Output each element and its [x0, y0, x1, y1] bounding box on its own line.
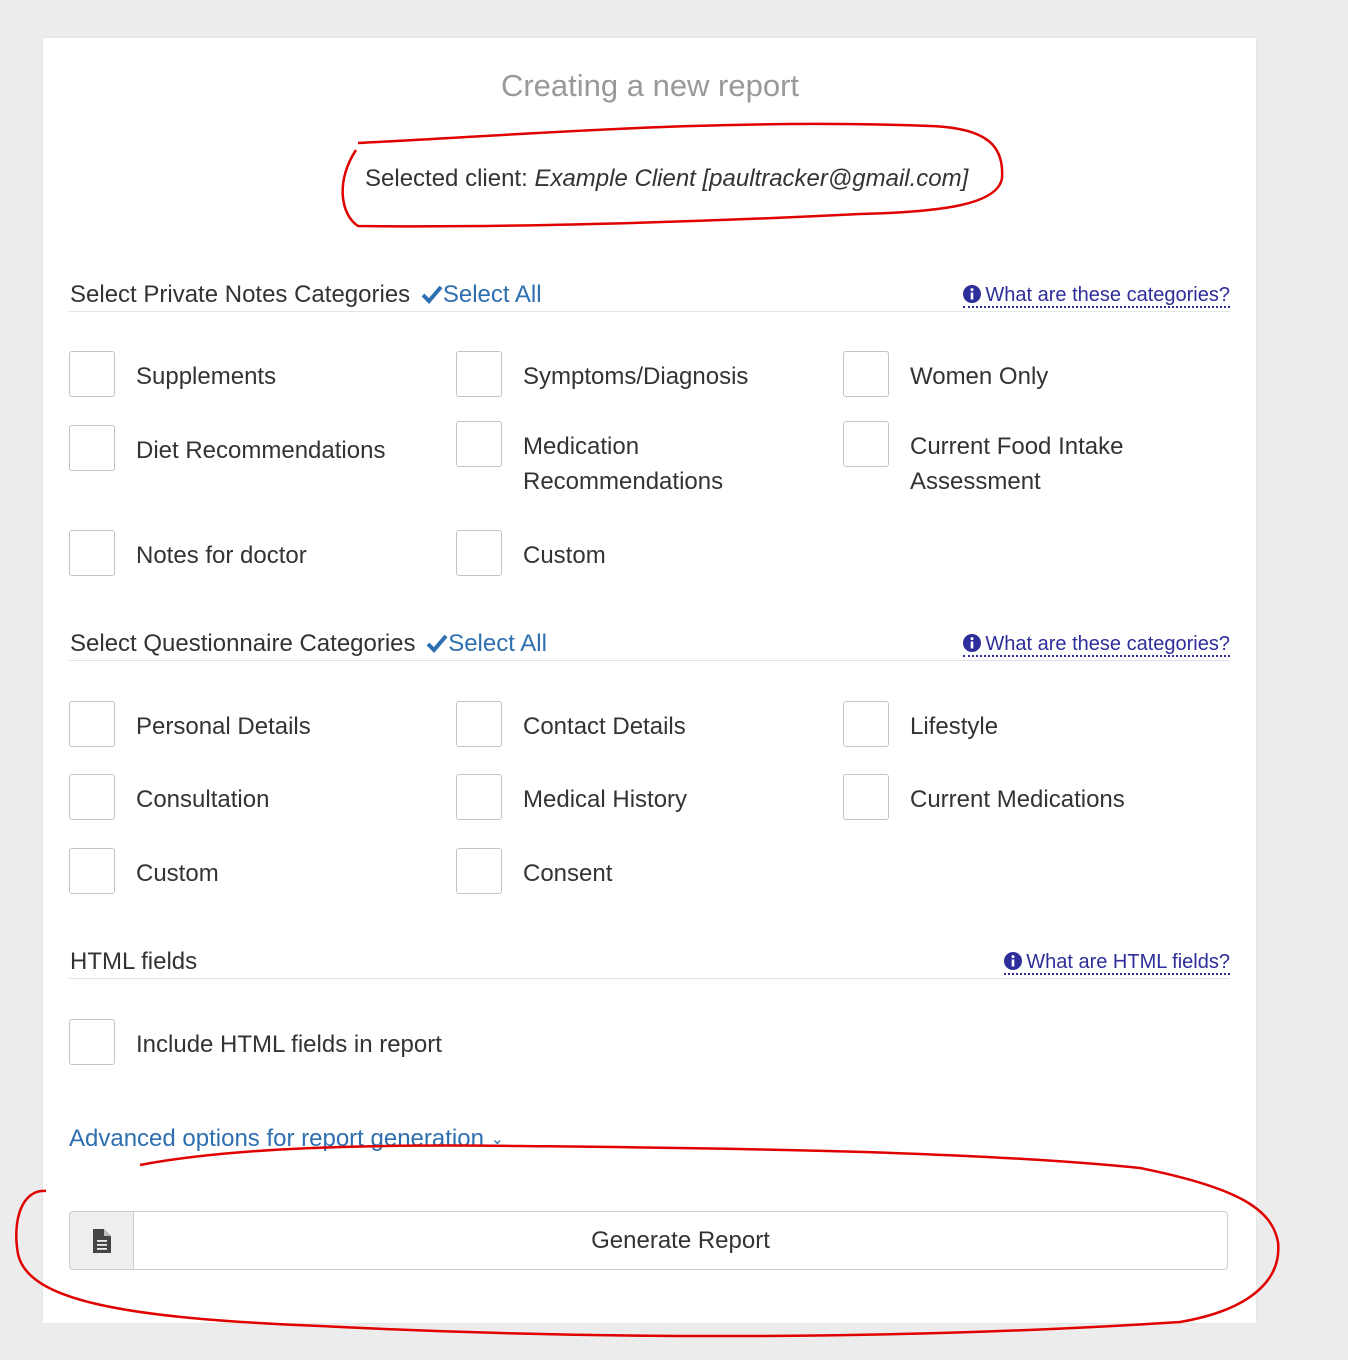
info-icon — [963, 285, 981, 303]
select-all-label: Select All — [442, 281, 542, 308]
client-value: Example Client [paultracker@gmail.com] — [534, 165, 969, 192]
html-fields-heading: HTML fields — [70, 948, 198, 975]
info-icon — [1004, 952, 1022, 970]
checkbox-box[interactable] — [69, 425, 115, 471]
checkbox-label: Contact Details — [523, 713, 686, 740]
checkbox-box[interactable] — [69, 774, 115, 820]
checkbox-box[interactable] — [69, 530, 115, 576]
checkbox-box[interactable] — [456, 421, 502, 467]
checkbox-box[interactable] — [69, 848, 115, 894]
info-icon — [963, 634, 981, 652]
client-label: Selected client: — [365, 165, 528, 192]
check-icon — [421, 284, 443, 304]
help-link-label: What are these categories? — [985, 284, 1230, 306]
checkbox-label: Diet Recommendations — [136, 437, 386, 464]
checkbox-label: Consent — [523, 860, 613, 887]
questionnaire-heading: Select Questionnaire Categories — [70, 630, 416, 657]
help-link-label: What are these categories? — [985, 633, 1230, 655]
generate-report-group — [69, 1211, 1228, 1270]
checkbox-box[interactable] — [456, 848, 502, 894]
checkbox-box[interactable] — [843, 774, 889, 820]
checkbox-label: Supplements — [136, 363, 277, 390]
checkbox-label: Lifestyle — [910, 713, 999, 740]
checkbox-label: Current Food Intake Assessment — [910, 433, 1124, 495]
advanced-options-label: Advanced options for report generation — [69, 1125, 484, 1152]
selected-client — [365, 165, 968, 193]
private-notes-heading: Select Private Notes Categories — [70, 281, 411, 308]
help-link-label: What are HTML fields? — [1026, 951, 1230, 973]
private-notes-select-all[interactable] — [421, 281, 542, 308]
document-icon-svg — [92, 1229, 112, 1253]
checkbox-box[interactable] — [456, 351, 502, 397]
questionnaire-select-all[interactable] — [426, 630, 547, 657]
checkbox-label: Notes for doctor — [136, 542, 307, 569]
checkbox-label: Medication Recommendations — [523, 433, 724, 495]
checkbox-label: Custom — [523, 542, 606, 569]
checkbox-label: Current Medications — [910, 786, 1125, 813]
advanced-options-link[interactable] — [69, 1125, 504, 1153]
checkbox-label: Personal Details — [136, 713, 311, 740]
checkbox-box[interactable] — [456, 774, 502, 820]
checkbox-label: Custom — [136, 860, 219, 887]
checkbox-box[interactable] — [69, 701, 115, 747]
checkbox-box[interactable] — [456, 530, 502, 576]
checkbox-box[interactable] — [843, 701, 889, 747]
checkbox-box[interactable] — [843, 351, 889, 397]
private-notes-help-link[interactable] — [963, 284, 1230, 308]
html-fields-header — [69, 942, 1230, 979]
checkbox-label: Women Only — [910, 363, 1049, 390]
select-all-label: Select All — [448, 630, 547, 657]
private-notes-header — [69, 275, 1230, 312]
checkbox-label: Consultation — [136, 786, 270, 813]
page-title: Creating a new report — [500, 68, 800, 103]
generate-report-button[interactable]: Generate Report — [134, 1211, 1228, 1270]
chevron-down-icon: ⌄ — [490, 1131, 505, 1148]
html-fields-help-link[interactable] — [1004, 951, 1230, 975]
questionnaire-header — [69, 624, 1230, 661]
checkbox-box[interactable] — [69, 1019, 115, 1065]
checkbox-box[interactable] — [843, 421, 889, 467]
questionnaire-help-link[interactable] — [963, 633, 1230, 657]
check-icon — [426, 633, 448, 653]
checkbox-label: Medical History — [523, 786, 688, 813]
checkbox-box[interactable] — [456, 701, 502, 747]
checkbox-label: Include HTML fields in report — [136, 1031, 442, 1058]
document-icon — [69, 1211, 134, 1270]
checkbox-box[interactable] — [69, 351, 115, 397]
checkbox-label: Symptoms/Diagnosis — [523, 363, 749, 390]
